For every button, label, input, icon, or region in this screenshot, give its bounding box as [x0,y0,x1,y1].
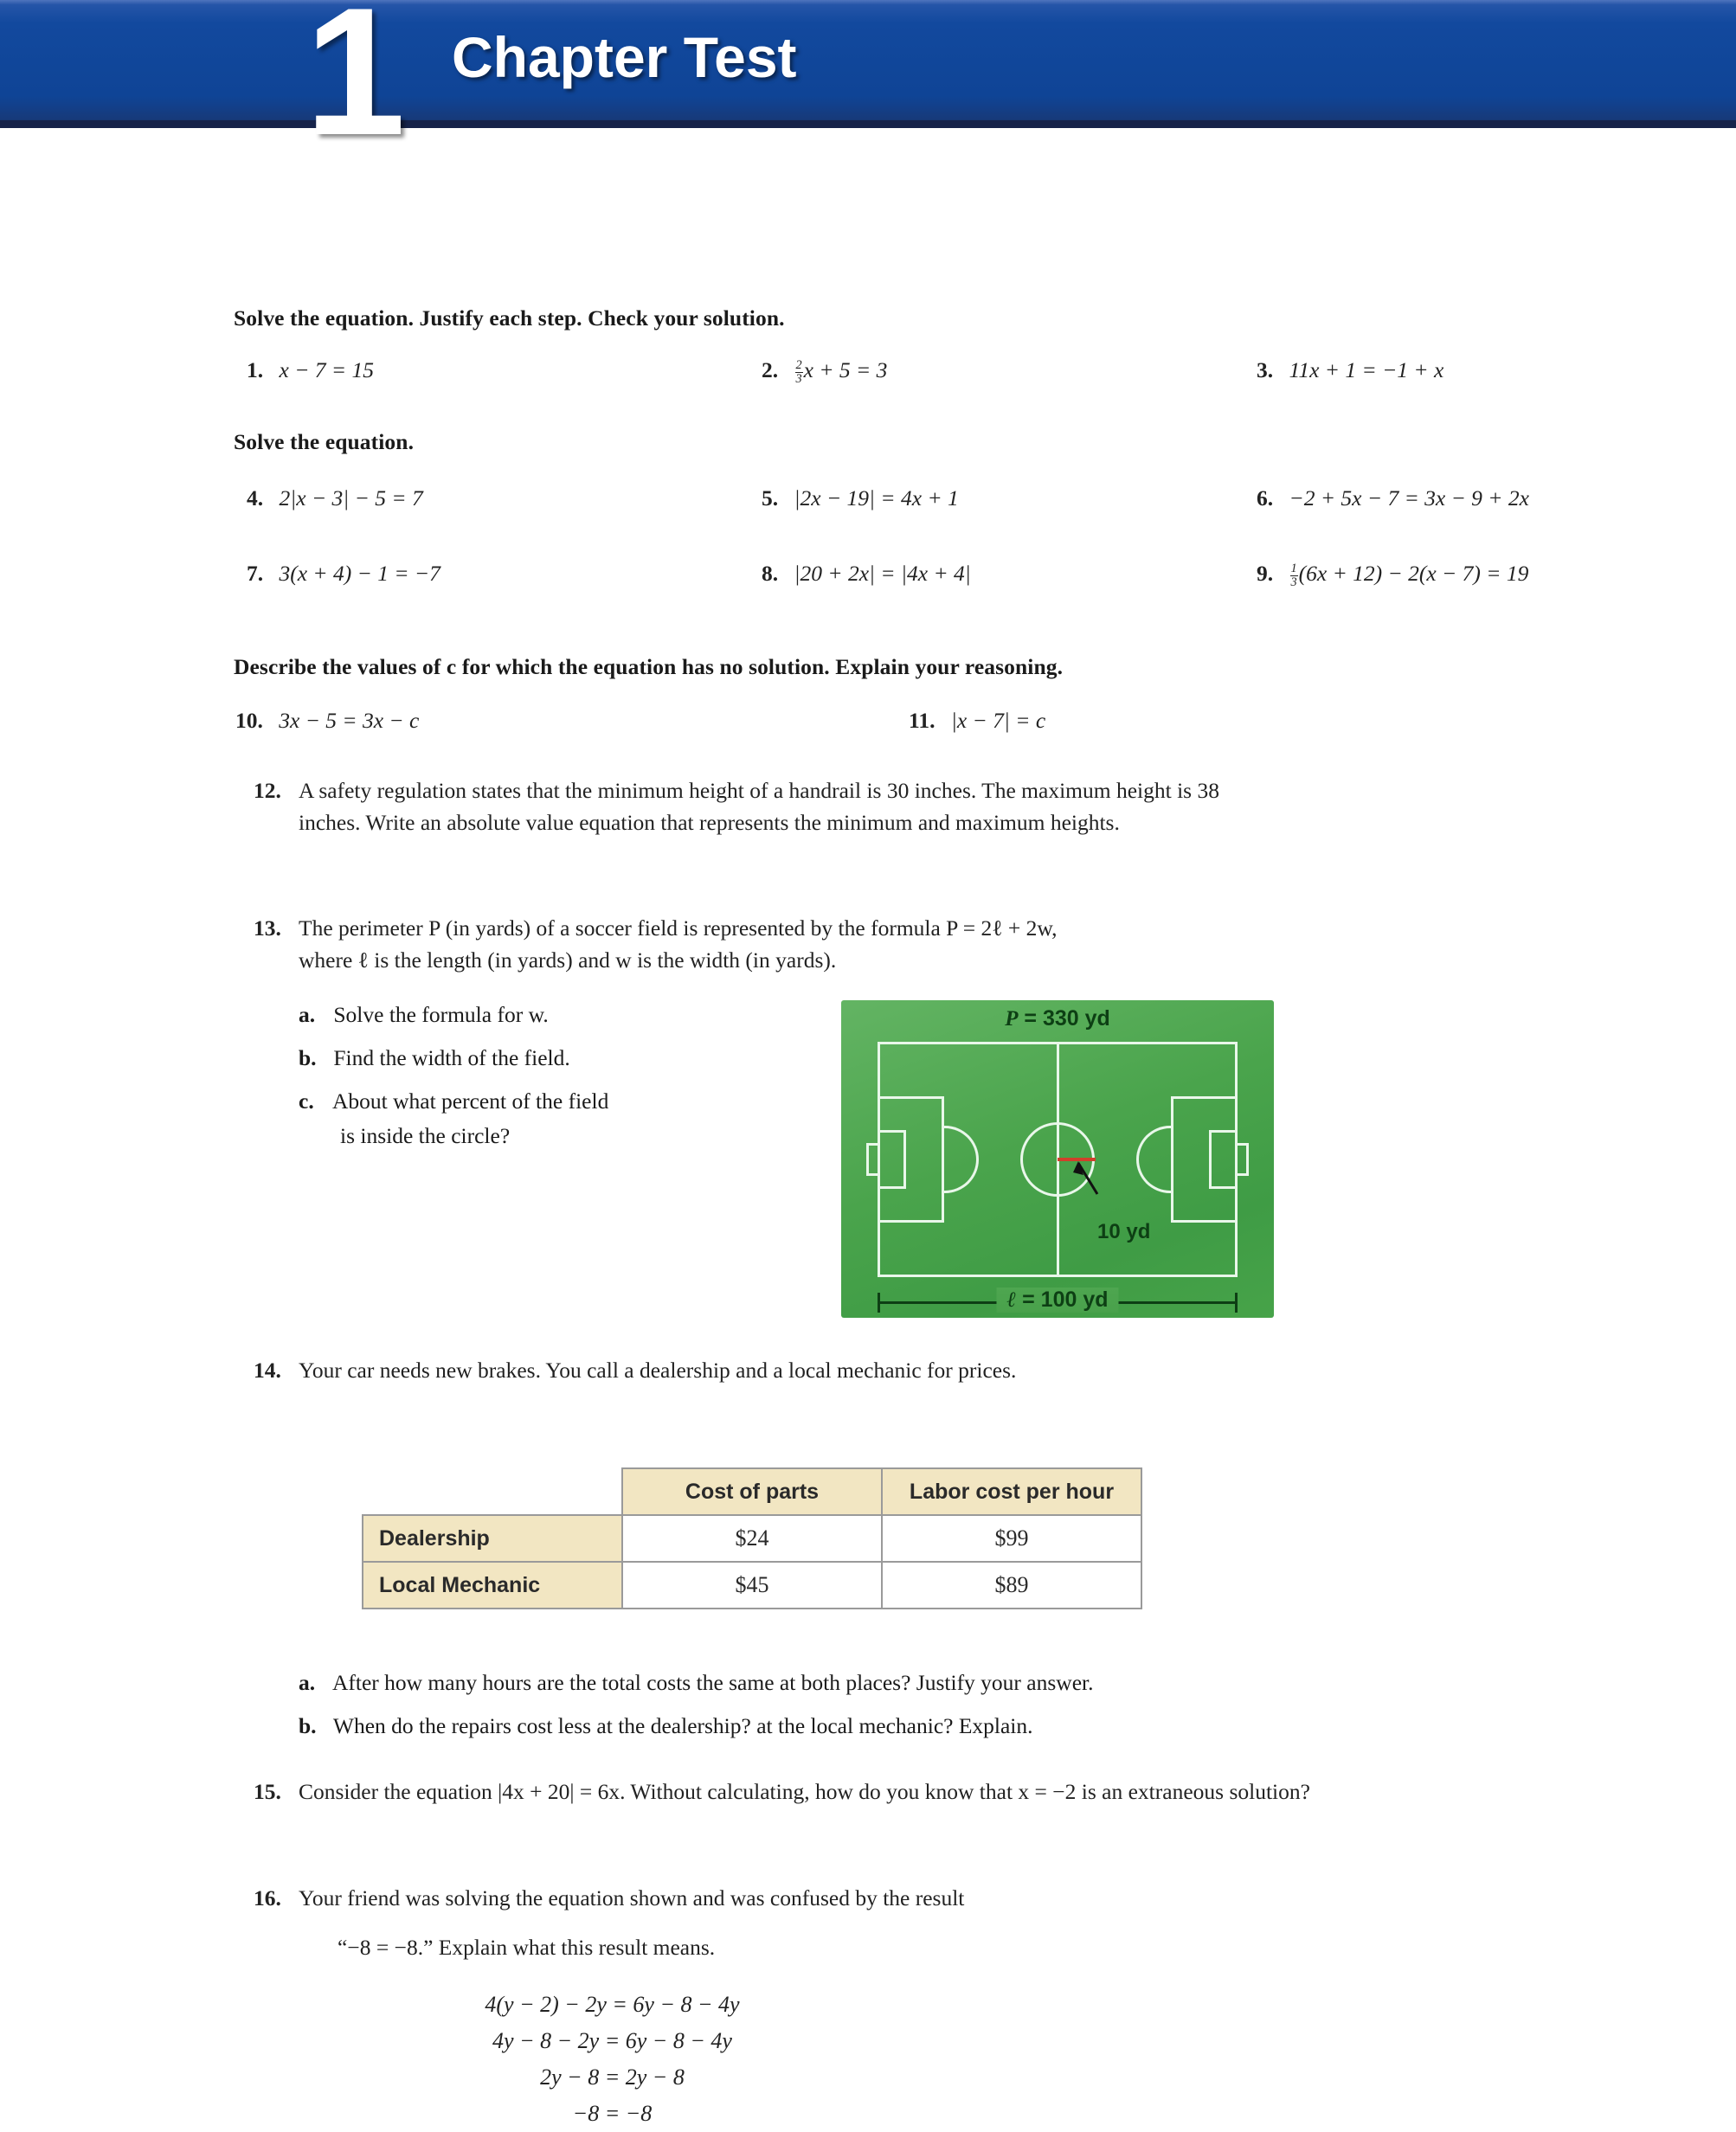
goal-box-right [1209,1130,1235,1189]
problem-13c [299,1087,608,1116]
mechanic-parts-cost: $45 [622,1562,882,1609]
problem-9-fraction [1290,562,1298,588]
problem-3-equation: 11x + 1 = −1 + x [1289,357,1444,382]
problem-3-number: 3. [1257,357,1274,382]
problem-13-text-line1: The perimeter P (in yards) of a soccer field is represented by the formula P = 2ℓ + 2w, [299,915,1058,941]
problem-12 [254,775,1263,838]
banner-top-highlight [0,0,1736,4]
banner-bottom-shadow [0,120,1736,128]
problem-13b-text: Find the width of the field. [333,1045,570,1070]
problem-9 [1257,558,1528,589]
problem-14b [299,1711,1033,1741]
problem-14b-label: b. [299,1713,317,1738]
problem-13c-label: c. [299,1088,314,1114]
problem-1 [247,355,374,386]
problem-15-text: Consider the equation |4x + 20| = 6x. Without calculating, how do you know that x = −2 is an extraneous solution? [299,1779,1310,1804]
problem-11 [909,705,1045,736]
problem-14a-text: After how many hours are the total costs the same at both places? Justify your answer. [331,1670,1094,1695]
problem-16-text-line2: “−8 = −8.” Explain what this result means. [338,1935,716,1960]
problem-11-equation: |x − 7| = c [950,708,1046,733]
goal-left [866,1143,880,1176]
problem-6-number: 6. [1257,485,1274,511]
table-corner-cell [363,1468,622,1515]
fraction-denominator: 3 [795,371,802,386]
section-heading-1: Solve the equation. Justify each step. Check your solution. [234,305,785,331]
problem-10-number: 10. [235,708,263,733]
perimeter-label [841,1006,1274,1031]
problem-16 [254,1883,1424,1915]
length-label [996,1288,1118,1313]
problem-6 [1257,483,1529,514]
problem-2-equation: x + 5 = 3 [803,357,888,382]
problem-14 [254,1355,1199,1387]
problem-7 [247,558,440,589]
problem-7-number: 7. [247,561,264,586]
problem-5 [762,483,959,514]
row-label-local-mechanic: Local Mechanic [363,1562,622,1609]
problem-14-text: Your car needs new brakes. You call a dealership and a local mechanic for prices. [299,1358,1017,1383]
work-step: −8 = −8 [572,2101,653,2126]
problem-7-equation: 3(x + 4) − 1 = −7 [279,561,440,586]
problem-5-equation: |2x − 19| = 4x + 1 [794,485,959,511]
perimeter-variable: P [1005,1007,1019,1031]
problem-13b [299,1044,570,1073]
problem-8 [762,558,971,589]
problem-14-number: 14. [254,1358,281,1383]
problem-9-number: 9. [1257,561,1274,586]
problem-12-text: A safety regulation states that the minimum height of a handrail is 30 inches. The maximum height is 38 inches. Write an absolute value equation that represents the minimum and maximum heights. [299,778,1219,835]
problem-13c-cont [340,1121,510,1151]
dealership-labor-cost: $99 [882,1515,1141,1562]
soccer-field-diagram [841,1000,1274,1318]
problem-16-cont [338,1932,1463,1964]
dimension-cap-left [878,1293,880,1313]
radius-arrow-icon [1058,1159,1109,1198]
problem-13a-text: Solve the formula for w. [333,1002,549,1027]
problem-11-number: 11. [909,708,936,733]
problem-6-equation: −2 + 5x − 7 = 3x − 9 + 2x [1289,485,1529,511]
table-row [363,1515,1141,1562]
problem-2-number: 2. [762,357,779,382]
problem-8-equation: |20 + 2x| = |4x + 4| [794,561,971,586]
perimeter-value: = 330 yd [1018,1006,1110,1031]
problem-1-equation: x − 7 = 15 [279,357,374,382]
goal-right [1235,1143,1249,1176]
problem-10-equation: 3x − 5 = 3x − c [279,708,420,733]
dimension-cap-right [1235,1293,1238,1313]
mechanic-labor-cost: $89 [882,1562,1141,1609]
problem-2-fraction [795,359,803,385]
problem-13b-label: b. [299,1045,317,1070]
section-heading-2: Solve the equation. [234,429,415,454]
length-value: = 100 yd [1016,1288,1109,1312]
problem-2 [762,355,887,386]
problem-8-number: 8. [762,561,779,586]
problem-14a [299,1668,1093,1698]
table-header-row [363,1468,1141,1515]
problem-5-number: 5. [762,485,779,511]
section-heading-3: Describe the values of c for which the equation has no solution. Explain your reasoning. [234,654,1064,679]
work-step: 4y − 8 − 2y = 6y − 8 − 4y [492,2028,732,2053]
problem-1-number: 1. [247,357,264,382]
problem-14a-label: a. [299,1670,316,1695]
fraction-numerator: 1 [1290,562,1297,576]
problem-13a [299,1000,549,1030]
pitch-outline [878,1042,1238,1277]
problem-9-equation: (6x + 12) − 2(x − 7) = 19 [1298,561,1529,586]
goal-box-left [880,1130,906,1189]
problem-13c-text-line2: is inside the circle? [340,1123,511,1148]
problem-15 [254,1776,1424,1808]
problem-4 [247,483,423,514]
problem-13-number: 13. [254,915,281,941]
cost-comparison-table [362,1467,1142,1609]
problem-4-number: 4. [247,485,264,511]
problem-13a-label: a. [299,1002,316,1027]
page-title: Chapter Test [452,25,797,89]
penalty-arc-left [944,1126,979,1193]
row-label-dealership: Dealership [363,1515,622,1562]
length-dimension [878,1288,1238,1313]
work-step: 4(y − 2) − 2y = 6y − 8 − 4y [485,1992,740,2017]
penalty-arc-right [1136,1126,1171,1193]
problem-16-text-line1: Your friend was solving the equation shown and was confused by the result [299,1885,965,1910]
chapter-number: 1 [305,0,402,173]
equation-work-steps [0,1987,1225,2132]
radius-label: 10 yd [1097,1220,1151,1243]
problem-14b-text: When do the repairs cost less at the dealership? at the local mechanic? Explain. [332,1713,1033,1738]
problem-13-text-line2: where ℓ is the length (in yards) and w is the width (in yards). [299,947,837,973]
dealership-parts-cost: $24 [622,1515,882,1562]
problem-10 [235,705,419,736]
fraction-numerator: 2 [795,358,802,373]
problem-12-number: 12. [254,778,281,803]
chapter-test-banner [0,0,1736,173]
problem-13 [254,913,1337,976]
work-step: 2y − 8 = 2y − 8 [540,2065,685,2090]
problem-4-equation: 2|x − 3| − 5 = 7 [279,485,423,511]
table-row [363,1562,1141,1609]
problem-13c-text-line1: About what percent of the field [331,1088,609,1114]
problem-3 [1257,355,1443,386]
length-variable: ℓ [1006,1288,1017,1312]
problem-15-number: 15. [254,1779,281,1804]
column-header-labor-cost: Labor cost per hour [882,1468,1141,1515]
column-header-cost-of-parts: Cost of parts [622,1468,882,1515]
fraction-denominator: 3 [1290,575,1297,589]
problem-16-number: 16. [254,1885,281,1910]
